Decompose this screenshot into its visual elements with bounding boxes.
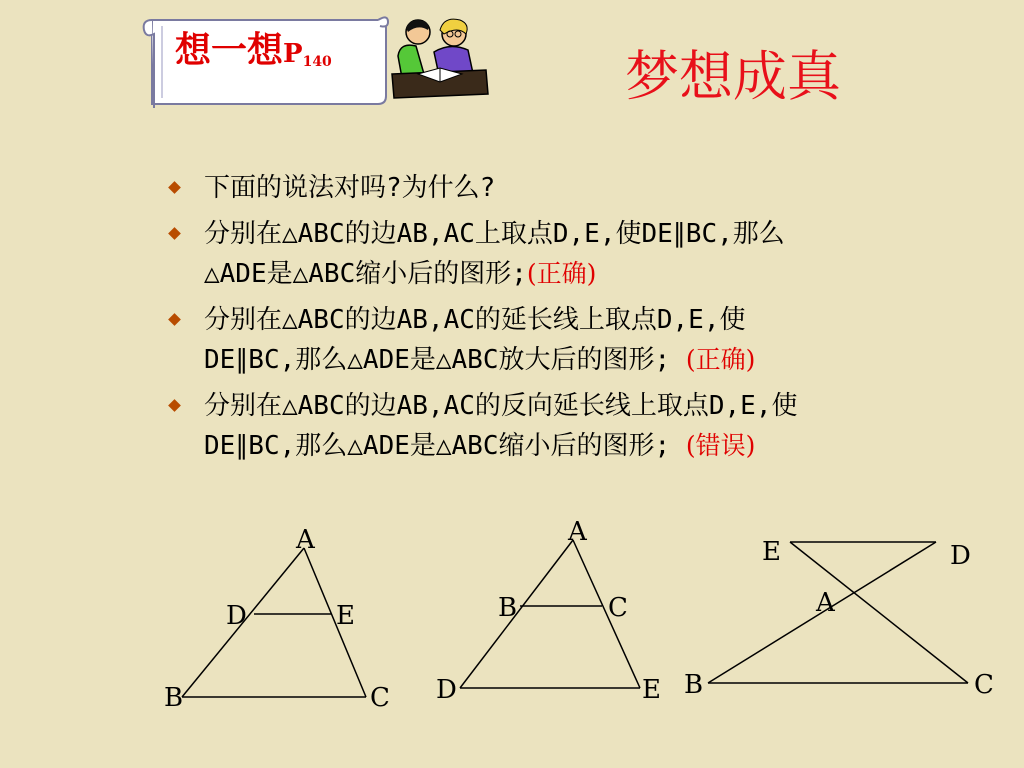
bullet-item-3: [166, 300, 966, 380]
triangle-figures: [0, 500, 1024, 768]
bullet-line: 下面的说法对吗?为什么?: [204, 173, 496, 203]
bullet-line: DE∥BC,那么△ADE是△ABC缩小后的图形;: [204, 431, 671, 461]
figure-3-label-a: A: [816, 588, 835, 618]
scroll-label: [175, 29, 332, 71]
figure-1-label-a: A: [296, 525, 315, 555]
figure-2-label-b: B: [498, 593, 518, 623]
diamond-bullet-icon: [168, 227, 181, 240]
bullet-line: DE∥BC,那么△ADE是△ABC放大后的图形;: [204, 345, 671, 375]
bullet-line: 分别在△ABC的边AB,AC的反向延长线上取点D,E,使: [204, 391, 798, 421]
figure-2-label-e: E: [642, 675, 661, 705]
bullet-item-1: [166, 168, 966, 208]
figure-2-side-ae: [573, 540, 640, 688]
students-reading-clipart-icon: [388, 12, 492, 102]
bullet-line: △ADE是△ABC缩小后的图形;: [204, 259, 527, 289]
figure-3-label-e: E: [762, 537, 781, 567]
bullet-list: [166, 168, 966, 472]
scroll-page-number: 140: [302, 54, 332, 70]
figure-3-label-c: C: [974, 670, 994, 700]
bullet-item-2: [166, 214, 966, 294]
bullet-line: 分别在△ABC的边AB,AC上取点D,E,使DE∥BC,那么: [204, 219, 785, 249]
verdict-correct: (正确): [526, 259, 597, 288]
figure-1-label-c: C: [370, 683, 390, 713]
figure-3: [708, 542, 968, 683]
figure-1-label-b: B: [164, 683, 184, 713]
figure-1-label-d: D: [226, 601, 247, 631]
scroll-label-text: 想一想: [175, 29, 284, 71]
figure-1-side-ac: [304, 548, 366, 697]
page-title: 梦想成真: [625, 45, 841, 108]
bullet-line: 分别在△ABC的边AB,AC的延长线上取点D,E,使: [204, 305, 746, 335]
scroll-page-letter: P: [283, 39, 303, 69]
figure-2-label-a: A: [568, 517, 587, 547]
figure-2-label-d: D: [436, 675, 457, 705]
figure-3-label-b: B: [684, 670, 704, 700]
verdict-correct: (正确): [685, 345, 756, 374]
diamond-bullet-icon: [168, 399, 181, 412]
bullet-item-4: [166, 386, 966, 466]
diamond-bullet-icon: [168, 313, 181, 326]
figure-3-label-d: D: [950, 541, 971, 571]
figure-2-label-c: C: [608, 593, 628, 623]
figure-1-label-e: E: [336, 601, 355, 631]
diamond-bullet-icon: [168, 181, 181, 194]
verdict-wrong: (错误): [685, 431, 756, 460]
